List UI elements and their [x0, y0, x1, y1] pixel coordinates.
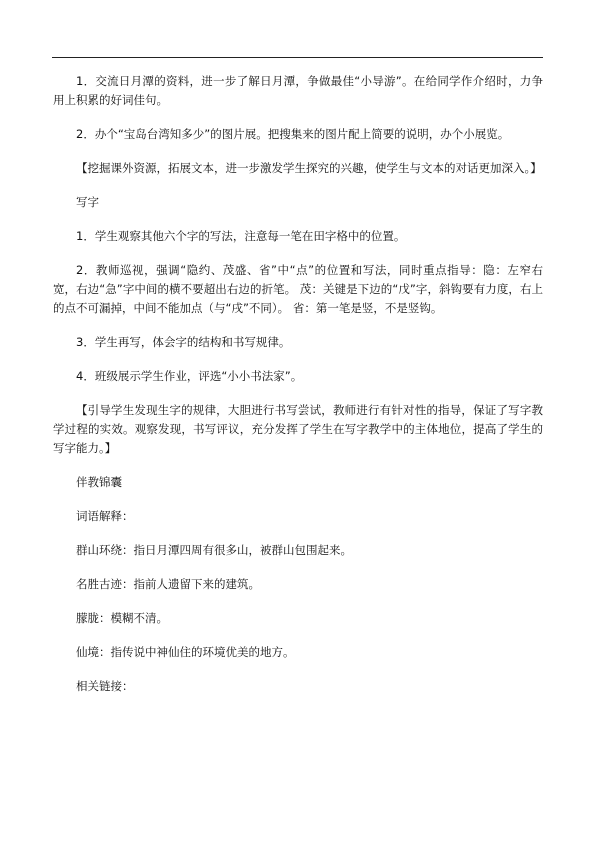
vocabulary-item: 朦胧：模糊不清。	[76, 611, 168, 625]
header-rule	[52, 57, 543, 58]
section-heading-teaching-kit: 伴教锦囊	[76, 475, 122, 489]
section-heading-related-links: 相关链接：	[76, 679, 134, 693]
paragraph-photo-exhibit: 2．办个“宝岛台湾知多少”的图片展。把搜集来的图片配上简要的说明，办个小展览。	[76, 127, 510, 141]
paragraph-teacher-guidance: 2．教师巡视，强调“隐约、茂盛、省”中“点”的位置和写法，同时重点指导：隐：左窄右宽，右边“急”字中间的横不要超出右边的折笔。 茂：关键是下边的“戊”字，斜钩要有力度，右上的点不可漏掉，中间不能加点（与“戌”不同）。 省：第一笔是竖，不是竖钩。	[53, 263, 543, 315]
paragraph-write-again: 3．学生再写，体会字的结构和书写规律。	[76, 335, 291, 349]
paragraph-tour-guide: 1．交流日月潭的资料，进一步了解日月潭，争做最佳“小导游”。在给同学作介绍时，力争用上积累的好词佳句。	[53, 74, 543, 107]
paragraph-observe-characters: 1．学生观察其他六个字的写法，注意每一笔在田字格中的位置。	[76, 229, 406, 243]
section-heading-vocabulary: 词语解释：	[76, 509, 134, 523]
section-heading-writing: 写字	[76, 195, 99, 209]
paragraph-resource-note: 【挖掘课外资源，拓展文本，进一步激发学生探究的兴趣，使学生与文本的对话更加深入。】	[76, 161, 542, 175]
document-body	[53, 72, 543, 711]
paragraph-class-display: 4．班级展示学生作业，评选“小小书法家”。	[76, 369, 303, 383]
vocabulary-item: 仙境：指传说中神仙住的环境优美的地方。	[76, 645, 295, 659]
vocabulary-item: 群山环绕：指日月潭四周有很多山，被群山包围起来。	[76, 543, 352, 557]
paragraph-writing-note: 【引导学生发现生字的规律，大胆进行书写尝试，教师进行有针对性的指导，保证了写字教学过程的实效。观察发现，书写评议，充分发挥了学生在写字教学中的主体地位，提高了学生的写字能力。】	[53, 403, 543, 455]
vocabulary-item: 名胜古迹：指前人遗留下来的建筑。	[76, 577, 260, 591]
